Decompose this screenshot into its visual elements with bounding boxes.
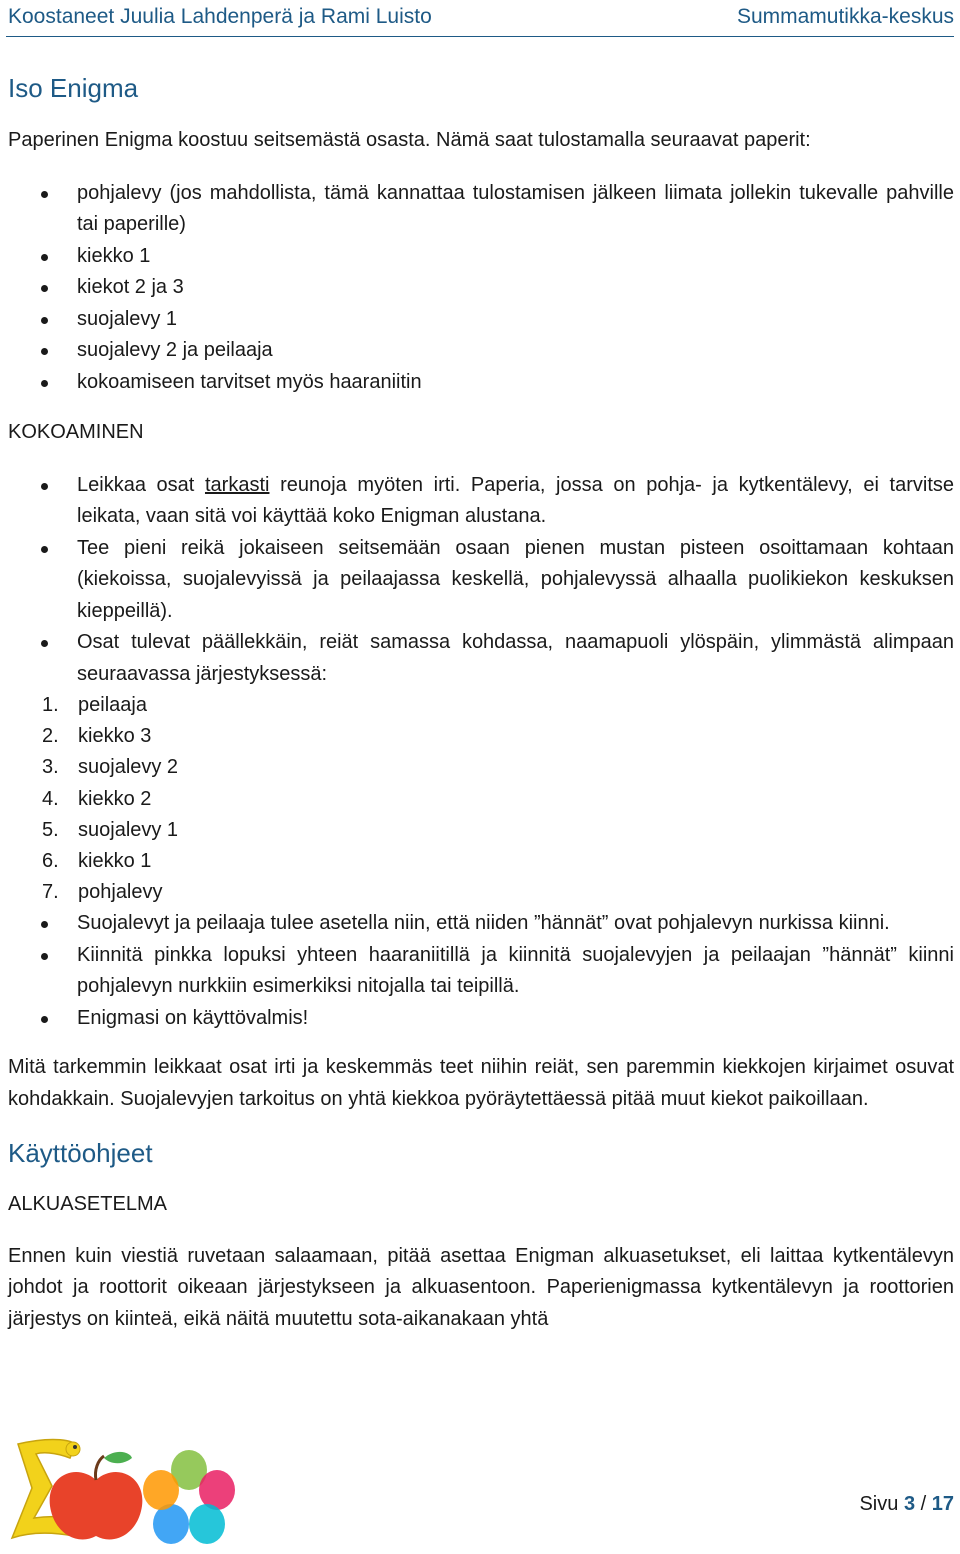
- list-item: 2. kiekko 3: [42, 725, 152, 748]
- intro-paragraph: Paperinen Enigma koostuu seitsemästä osasta. Nämä saat tulostamalla seuraavat paperit:: [8, 129, 811, 151]
- list-item: suojalevy 2 ja peilaaja: [8, 335, 954, 367]
- outro-paragraph: Mitä tarkemmin leikkaat osat irti ja keskemmäs teet niihin reiät, sen paremmin kiekkojen kirjaimet osuvat kohdakkain. Suojalevyjen tarkoitus on yhtä kiekkoa pyöräytettäessä pitää muut kiekot paikoillaan.: [8, 1056, 954, 1110]
- header-authors: Koostaneet Juulia Lahdenperä ja Rami Luisto: [8, 5, 432, 28]
- section-title-iso-enigma: Iso Enigma: [8, 73, 139, 103]
- list-item: 5. suojalevy 1: [42, 818, 179, 841]
- stacking-order-list: [8, 690, 954, 908]
- section-title-kayttoohjeet: Käyttöohjeet: [8, 1138, 153, 1169]
- document-body: [8, 72, 954, 1335]
- list-item: 3. suojalevy 2: [42, 756, 179, 779]
- assembly-heading: KOKOAMINEN: [8, 421, 144, 443]
- step1-text-rest: reunoja myöten irti. Paperia, jossa on pohja- ja kytkentälevy, ei tarvitse leikata, vaan sitä voi käyttää koko Enigman alustana.: [77, 473, 954, 527]
- parts-list: [8, 178, 954, 399]
- assembly-step-6: Enigmasi on käyttövalmis!: [8, 1003, 954, 1035]
- step1-text: Leikkaa osat: [77, 473, 205, 496]
- list-item: kiekko 1: [8, 241, 954, 273]
- list-item: 1. peilaaja: [42, 694, 147, 716]
- list-item: 6. kiekko 1: [42, 850, 152, 873]
- list-item: kokoamiseen tarvitset myös haaraniitin: [8, 367, 954, 399]
- assembly-step-3: [8, 627, 954, 908]
- assembly-steps: [8, 470, 954, 1035]
- assembly-step-5: Kiinnitä pinkka lopuksi yhteen haaraniitillä ja kiinnitä suojalevyjen ja peilaajan ”hännät” kiinni pohjalevyn nurkkiin esimerkiksi nitojalla tai teipillä.: [8, 940, 954, 1003]
- list-item: pohjalevy (jos mahdollista, tämä kannattaa tulostamisen jälkeen liimata jollekin tukevalle pahville tai paperille): [8, 178, 954, 241]
- list-item: kiekot 2 ja 3: [8, 272, 954, 304]
- page-header: [6, 0, 954, 37]
- assembly-step-2: Tee pieni reikä jokaiseen seitsemään osaan pienen mustan pisteen osoittamaan kohtaan (kiekoissa, suojalevyissä ja peilaajassa keskellä, pohjalevyssä alhaalla puolikiekon keskuksen kieppeillä).: [8, 533, 954, 628]
- assembly-step-1: [8, 470, 954, 533]
- list-item: suojalevy 1: [8, 304, 954, 336]
- page-number: Sivu 3 / 17: [859, 1493, 954, 1515]
- alkuasetelma-paragraph: Ennen kuin viestiä ruvetaan salaamaan, pitää asettaa Enigman alkuasetukset, eli laittaa kytkentälevyn johdot ja roottorit oikeaan järjestykseen ja alkuasentoon. Paperienigmassa kytkentälevyn ja roottorien järjestys on kiinteä, eikä näitä muutettu sota-aikanakaan yhtä: [8, 1244, 954, 1330]
- step1-emphasis: tarkasti: [204, 473, 270, 496]
- step3-text: Osat tulevat päällekkäin, reiät samassa kohdassa, naamapuoli ylöspäin, ylimmästä alimpaan seuraavassa järjestyksessä:: [77, 631, 954, 685]
- header-organization: Summamutikka-keskus: [736, 5, 954, 28]
- assembly-step-4: Suojalevyt ja peilaaja tulee asetella niin, että niiden ”hännät” ovat pohjalevyn nurkissa kiinni.: [8, 908, 954, 940]
- list-item: 4. kiekko 2: [42, 787, 152, 810]
- page-footer: [0, 1432, 960, 1549]
- list-item: 7. pohjalevy: [42, 881, 163, 904]
- alkuasetelma-heading: ALKUASETELMA: [8, 1193, 167, 1216]
- summamutikka-logo-icon: [4, 1436, 254, 1554]
